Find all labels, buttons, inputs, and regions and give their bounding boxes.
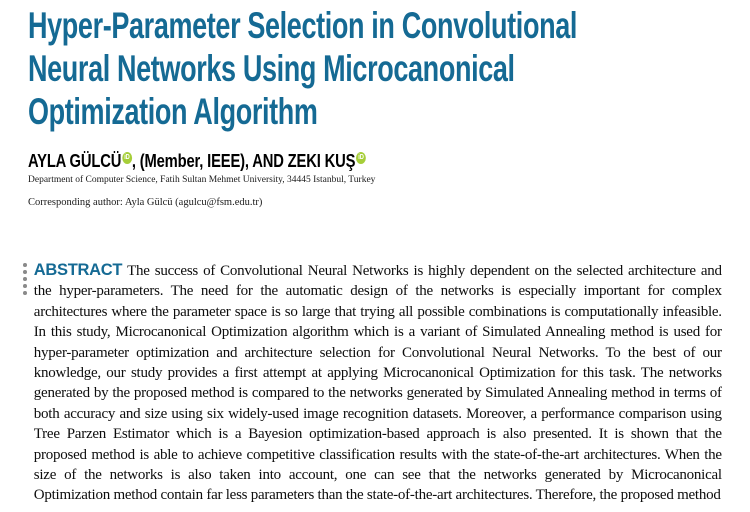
abstract-paragraph <box>34 260 722 506</box>
orcid-icon[interactable]: iD <box>122 152 132 164</box>
page-title <box>28 4 578 133</box>
authors-separator: , (Member, IEEE), AND <box>131 151 288 171</box>
rule-dot <box>23 263 27 267</box>
author-name-1: AYLA GÜLCÜ <box>28 151 122 171</box>
authors-line <box>28 151 598 172</box>
rule-dot <box>23 291 27 295</box>
corresponding-author-line: Corresponding author: Ayla Gülcü (agulcu@fsm.edu.tr) <box>28 197 263 208</box>
abstract-text: The success of Convolutional Neural Networks is highly dependent on the selected architecture and the hyper-parameters. The need for the automatic design of the networks is especially important for complex architectures where the parameter space is so large that trying all possible combinations is computationally infeasible. In this study, Microcanonical Optimization algorithm which is a variant of Simulated Annealing method is used for hyper-parameter optimization and architecture selection for Convolutional Neural Networks. To the best of our knowledge, our study provides a first attempt at applying Microcanonical Optimization for this task. The networks generated by the proposed method is compared to the networks generated by Simulated Annealing method in terms of both accuracy and size using six widely-used image recognition datasets. Moreover, a performance comparison using Tree Parzen Estimator which is a Bayesion optimization-based approach is also presented. It is shown that the proposed method is able to achieve competitive classification results with the state-of-the-art architectures. When the size of the networks is also taken into account, one can see that the networks generated by Microcanonical Optimization method contain far less parameters than the state-of-the-art architectures. Therefore, the proposed method <box>33 263 722 504</box>
author-name-2: ZEKI KUŞ <box>287 151 356 171</box>
rule-dot <box>23 277 27 281</box>
title-line-1: Hyper-Parameter Selection in Convolutional <box>28 5 578 46</box>
rule-dot <box>23 284 27 288</box>
title-line-2: Neural Networks Using Microcanonical <box>28 48 515 89</box>
abstract-label: ABSTRACT <box>33 261 123 279</box>
orcid-icon[interactable]: iD <box>356 152 366 164</box>
rule-dot <box>23 270 27 274</box>
abstract-section <box>23 260 723 506</box>
title-line-3: Optimization Algorithm <box>28 91 318 132</box>
affiliation-line: Department of Computer Science, Fatih Sultan Mehmet University, 34445 Istanbul, Turkey <box>28 175 376 185</box>
abstract-dotted-rule <box>23 260 27 506</box>
